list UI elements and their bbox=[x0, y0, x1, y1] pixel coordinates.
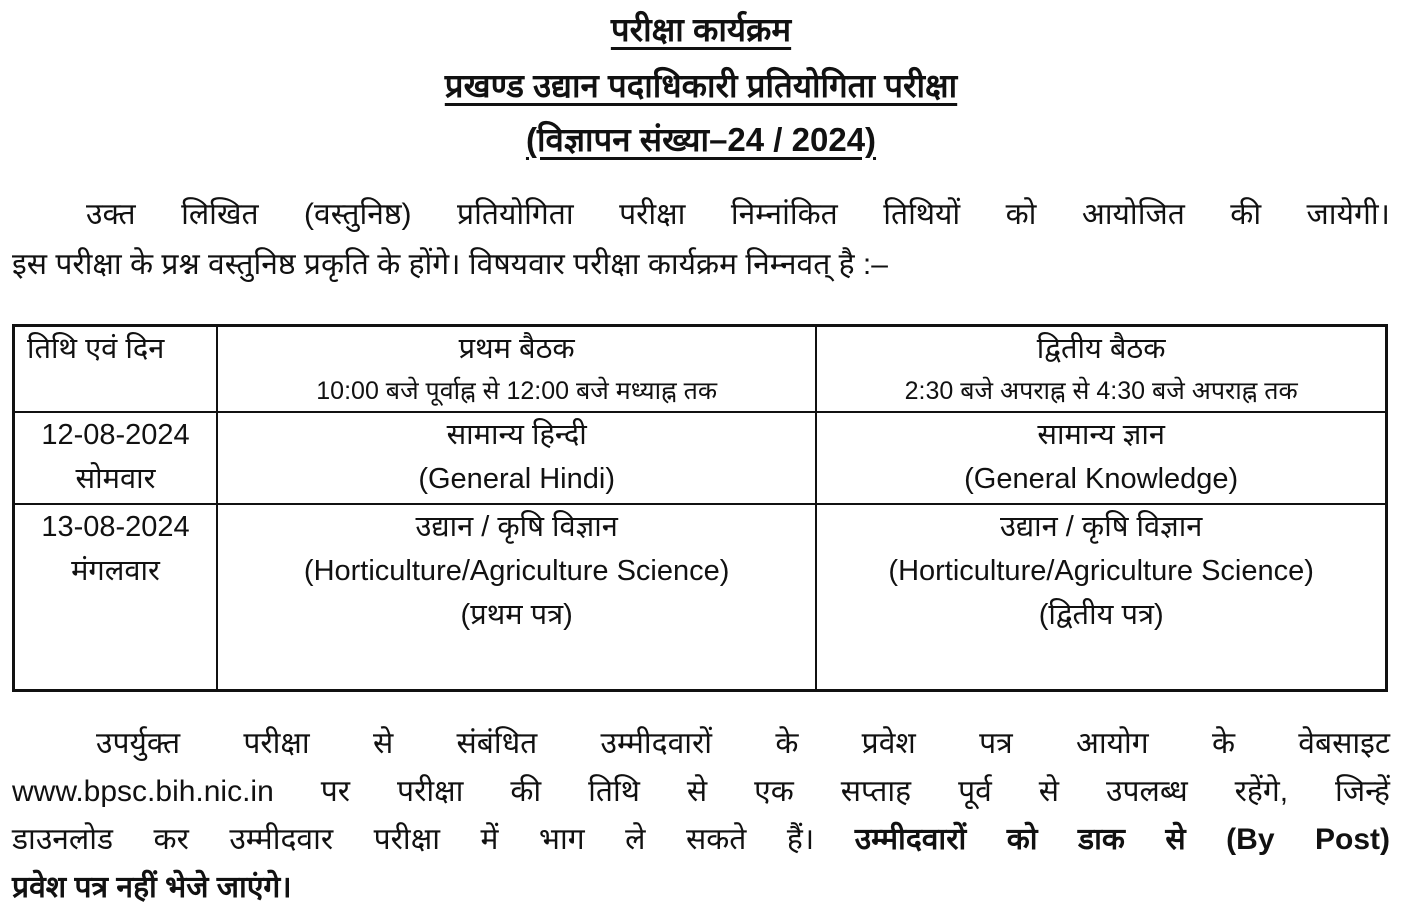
paper-number: (प्रथम पत्र) bbox=[460, 599, 573, 631]
header-date-day bbox=[14, 326, 217, 413]
session-2-cell bbox=[816, 504, 1386, 690]
subject-hindi: सामान्य हिन्दी bbox=[446, 419, 587, 451]
notice-line-3 bbox=[12, 816, 1390, 864]
admit-card-notice bbox=[12, 720, 1390, 912]
exam-name-heading bbox=[0, 66, 1402, 106]
session-2-name: द्वितीय बैठक bbox=[1036, 333, 1166, 365]
session-1-name: प्रथम बैठक bbox=[458, 333, 575, 365]
subject-english: (General Hindi) bbox=[418, 463, 615, 495]
header-date-day-label: तिथि एवं दिन bbox=[27, 333, 165, 365]
date-cell bbox=[14, 504, 217, 690]
table-row bbox=[14, 412, 1387, 504]
session-2-cell bbox=[816, 412, 1386, 504]
session-1-time: 10:00 बजे पूर्वाह्न से 12:00 बजे मध्याह्न तक bbox=[316, 377, 718, 405]
date: 12-08-2024 bbox=[41, 419, 190, 451]
paper-number: (द्वितीय पत्र) bbox=[1038, 599, 1164, 631]
advertisement-number-heading bbox=[0, 120, 1402, 160]
date: 13-08-2024 bbox=[41, 511, 190, 543]
page-title bbox=[0, 10, 1402, 50]
advertisement-number-text: (विज्ञापन संख्या–24 / 2024) bbox=[525, 121, 877, 158]
date-cell bbox=[14, 412, 217, 504]
intro-paragraph bbox=[12, 190, 1390, 290]
page-title-text: परीक्षा कार्यक्रम bbox=[610, 11, 792, 48]
subject-english: (General Knowledge) bbox=[964, 463, 1239, 495]
header-session-1 bbox=[217, 326, 816, 413]
table-header-row bbox=[14, 326, 1387, 413]
notice-line-2-text: पर परीक्षा की तिथि से एक सप्ताह पूर्व से उपलब्ध रहेंगे, जिन्हें bbox=[273, 775, 1390, 808]
exam-schedule-table bbox=[12, 324, 1388, 692]
session-1-cell bbox=[217, 504, 816, 690]
exam-name-text: प्रखण्ड उद्यान पदाधिकारी प्रतियोगिता परीक्षा bbox=[444, 67, 958, 104]
notice-line-3-text: डाउनलोड कर उम्मीदवार परीक्षा में भाग ले सकते हैं। bbox=[12, 823, 855, 856]
no-post-warning-part-2: प्रवेश पत्र नहीं भेजे जाएंगे। bbox=[12, 871, 292, 904]
intro-line-1: उक्त लिखित (वस्तुनिष्ठ) प्रतियोगिता परीक्षा निम्नांकित तिथियों को आयोजित की जायेगी। bbox=[86, 198, 1390, 231]
header-session-2 bbox=[816, 326, 1386, 413]
intro-line-2: इस परीक्षा के प्रश्न वस्तुनिष्ठ प्रकृति के होंगे। विषयवार परीक्षा कार्यक्रम निम्नवत् है :– bbox=[12, 248, 888, 281]
subject-english: (Horticulture/Agriculture Science) bbox=[888, 555, 1314, 587]
no-post-warning-part-1: उम्मीदवारों को डाक से (By Post) bbox=[854, 823, 1390, 856]
subject-hindi: सामान्य ज्ञान bbox=[1037, 419, 1165, 451]
subject-hindi: उद्यान / कृषि विज्ञान bbox=[999, 511, 1203, 543]
subject-english: (Horticulture/Agriculture Science) bbox=[303, 555, 730, 587]
session-2-time: 2:30 बजे अपराह्न से 4:30 बजे अपराह्न तक bbox=[904, 377, 1298, 405]
website-link[interactable]: www.bpsc.bih.nic.in bbox=[12, 775, 274, 808]
notice-line-2 bbox=[12, 768, 1390, 816]
subject-hindi: उद्यान / कृषि विज्ञान bbox=[415, 511, 618, 543]
day: सोमवार bbox=[75, 463, 156, 495]
notice-line-1: उपर्युक्त परीक्षा से संबंधित उम्मीदवारों के प्रवेश पत्र आयोग के वेबसाइट bbox=[96, 727, 1390, 760]
table-row bbox=[14, 504, 1387, 690]
day: मंगलवार bbox=[71, 555, 160, 587]
session-1-cell bbox=[217, 412, 816, 504]
